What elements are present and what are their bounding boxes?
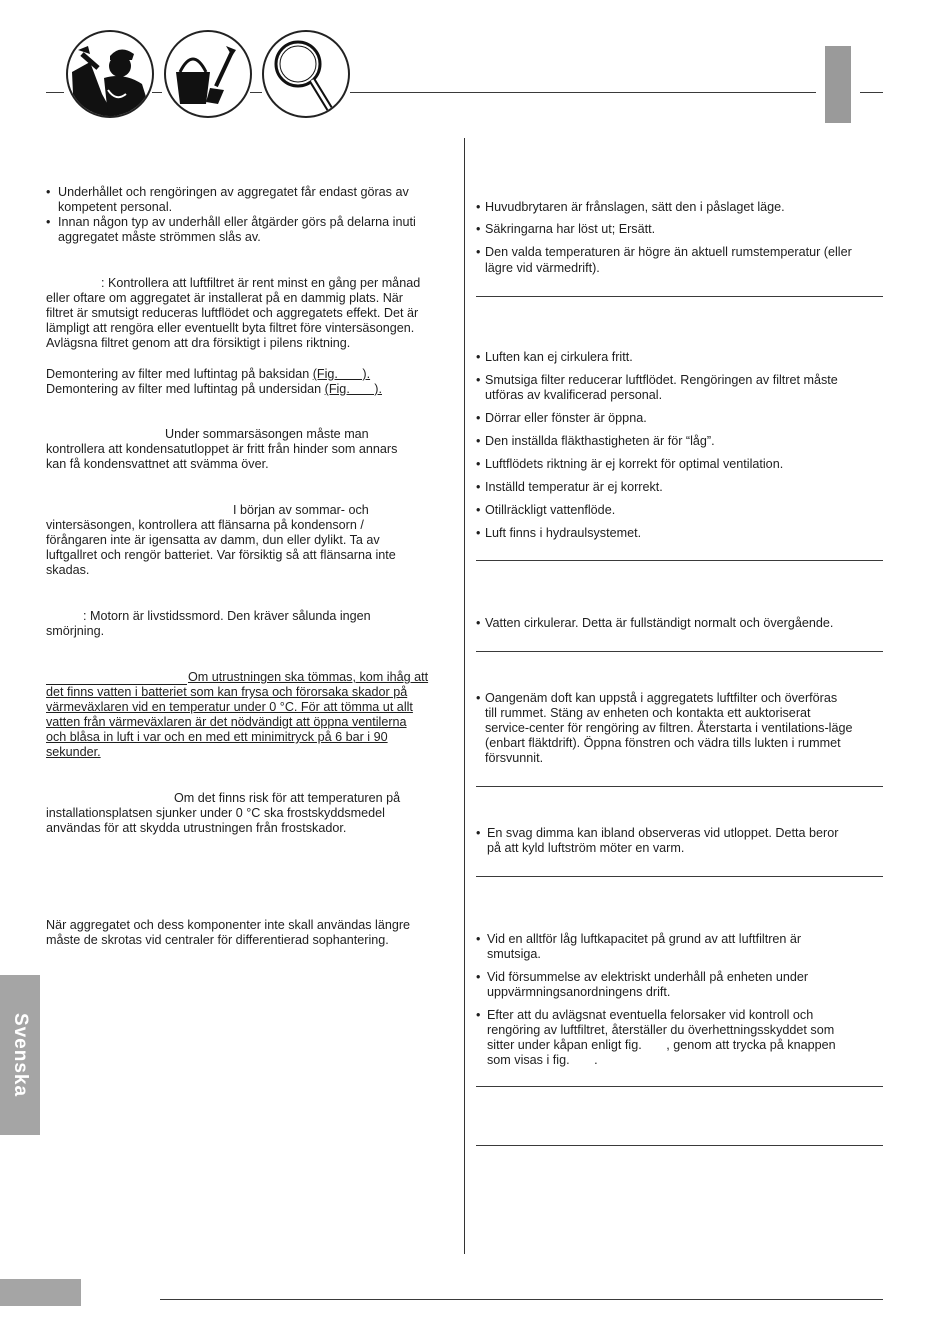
paragraph-line: filtret är smutsigt reduceras luftflödet och aggregatets effekt. Det är	[46, 306, 419, 320]
paragraph-line: I början av sommar- och	[233, 503, 369, 517]
paragraph-line: och blåsa in luft i var och en med ett minimitryck på 6 bar i 90	[46, 730, 388, 744]
page-number-box	[0, 1279, 81, 1306]
list-item: Den valda temperaturen är högre än aktuell rumstemperatur (eller	[485, 245, 852, 259]
filter-back-line	[46, 367, 370, 382]
list-item: på att kyld luftström möter en varm.	[487, 841, 685, 855]
paragraph-line: Avlägsna filtret genom att dra försiktigt i pilens riktning.	[46, 336, 351, 350]
paragraph-line: kontrollera att kondensatutloppet är fritt från hinder som annars	[46, 442, 398, 456]
figure-link[interactable]: (Fig. ).	[324, 382, 382, 396]
list-item: Vid försummelse av elektriskt underhåll på enheten under	[487, 970, 809, 984]
list-item: Säkringarna har löst ut; Ersätt.	[485, 222, 656, 236]
safety-item: Underhållet och rengöringen av aggregatet får endast göras av	[58, 185, 409, 199]
safety-item: Innan någon typ av underhåll eller åtgärder görs på delarna inuti	[58, 215, 416, 229]
column-divider	[464, 138, 465, 1254]
list-item: som visas i fig. .	[487, 1053, 598, 1067]
figure-link[interactable]: (Fig. ).	[312, 367, 371, 381]
paragraph-line: det finns vatten i batteriet som kan frysa och förorsaka skador på	[46, 685, 408, 699]
filter-under-text: Demontering av filter med luftintag på undersidan	[46, 382, 325, 396]
paragraph-line: : Kontrollera att luftfiltret är rent minst en gång per månad	[101, 276, 421, 290]
filter-under-line	[46, 382, 382, 397]
list-item: rengöring av luftfiltret, återställer du överhettningsskyddet som	[487, 1023, 835, 1037]
list-item: utföras av kvalificerad personal.	[485, 388, 663, 402]
list-item: Vatten cirkulerar. Detta är fullständigt normalt och övergående.	[485, 616, 834, 630]
list-item: Luft finns i hydraulsystemet.	[485, 526, 642, 540]
paragraph-line: installationsplatsen sjunker under 0 °C ska frostskyddsmedel	[46, 806, 385, 820]
list-item: Luften kan ej cirkulera fritt.	[485, 350, 633, 364]
language-side-tab[interactable]	[0, 975, 40, 1135]
list-item: Efter att du avlägsnat eventuella felorsaker vid kontroll och	[487, 1008, 814, 1022]
paragraph-line: Om det finns risk för att temperaturen på	[174, 791, 401, 805]
language-label: Svenska	[10, 1012, 31, 1098]
filter-back-text: Demontering av filter med luftintag på baksidan	[46, 367, 313, 381]
paragraph-line: förångaren inte är igensatta av damm, dun eller dylikt. Ta av	[46, 533, 380, 547]
bucket-shovel-icon	[164, 30, 252, 118]
paragraph-line: kan få kondensvattnet att svämma över.	[46, 457, 269, 471]
paragraph-line: Under sommarsäsongen måste man	[165, 427, 369, 441]
list-item: Den inställda fläkthastigheten är för “låg”.	[485, 434, 715, 448]
paragraph-line: vintersäsongen, kontrollera att flänsarna på kondensorn /	[46, 518, 364, 532]
list-item: Inställd temperatur är ej korrekt.	[485, 480, 663, 494]
paragraph-line: vatten från värmeväxlaren är det nödvändigt att öppna ventilerna	[46, 715, 407, 729]
paragraph-line: måste de skrotas vid centraler för differentierad sophantering.	[46, 933, 389, 947]
paragraph-line: eller oftare om aggregatet är installerat på en dammig plats. När	[46, 291, 404, 305]
list-item: Otillräckligt vattenflöde.	[485, 503, 616, 517]
paragraph-line: skadas.	[46, 563, 90, 577]
list-item: Luftflödets riktning är ej korrekt för optimal ventilation.	[485, 457, 784, 471]
list-item: Vid en alltför låg luftkapacitet på grund av att luftfiltren är	[487, 932, 802, 946]
paragraph-line: användas för att skydda utrustningen från frostskador.	[46, 821, 347, 835]
technician-icon	[66, 30, 154, 118]
paragraph-line: Om utrustningen ska tömmas, kom ihåg att	[188, 670, 429, 684]
list-item: Oangenäm doft kan uppstå i aggregatets luftfilter och överföras	[485, 691, 838, 705]
list-item: En svag dimma kan ibland observeras vid utloppet. Detta beror	[487, 826, 839, 840]
list-item: Dörrar eller fönster är öppna.	[485, 411, 647, 425]
list-item: (enbart fläktdrift). Öppna fönstren och vädra tills lukten i rummet	[485, 736, 841, 750]
paragraph-line: lämpligt att rengöra eller eventuellt byta filtret före vintersäsongen.	[46, 321, 415, 335]
list-item: Huvudbrytaren är frånslagen, sätt den i påslaget läge.	[485, 200, 785, 214]
list-item: smutsiga.	[487, 947, 541, 961]
header-tab-marker	[825, 46, 851, 123]
safety-item: aggregatet måste strömmen slås av.	[58, 230, 261, 244]
paragraph-line: : Motorn är livstidssmord. Den kräver sålunda ingen	[83, 609, 371, 623]
list-item: service-center för rengöring av filtren. Återstarta i ventilations-läge	[485, 721, 853, 735]
list-item: lägre vid värmedrift).	[485, 261, 600, 275]
paragraph-line: smörjning.	[46, 624, 105, 638]
list-item: försvunnit.	[485, 751, 544, 765]
paragraph-line: sekunder.	[46, 745, 101, 759]
list-item: uppvärmningsanordningens drift.	[487, 985, 671, 999]
safety-item: kompetent personal.	[58, 200, 173, 214]
magnifier-icon	[262, 30, 350, 118]
paragraph-line: värmeväxlaren vid en temperatur under 0 °C. För att tömma ut allt	[46, 700, 413, 714]
list-item: Smutsiga filter reducerar luftflödet. Rengöringen av filtret måste	[485, 373, 838, 387]
paragraph-line: luftgallret och rengör batteriet. Var försiktig så att flänsarna inte	[46, 548, 396, 562]
list-item: sitter under kåpan enligt fig. , genom att trycka på knappen	[487, 1038, 836, 1052]
paragraph-line: När aggregatet och dess komponenter inte skall användas längre	[46, 918, 411, 932]
list-item: till rummet. Stäng av enheten och kontakta ett auktoriserat	[485, 706, 811, 720]
